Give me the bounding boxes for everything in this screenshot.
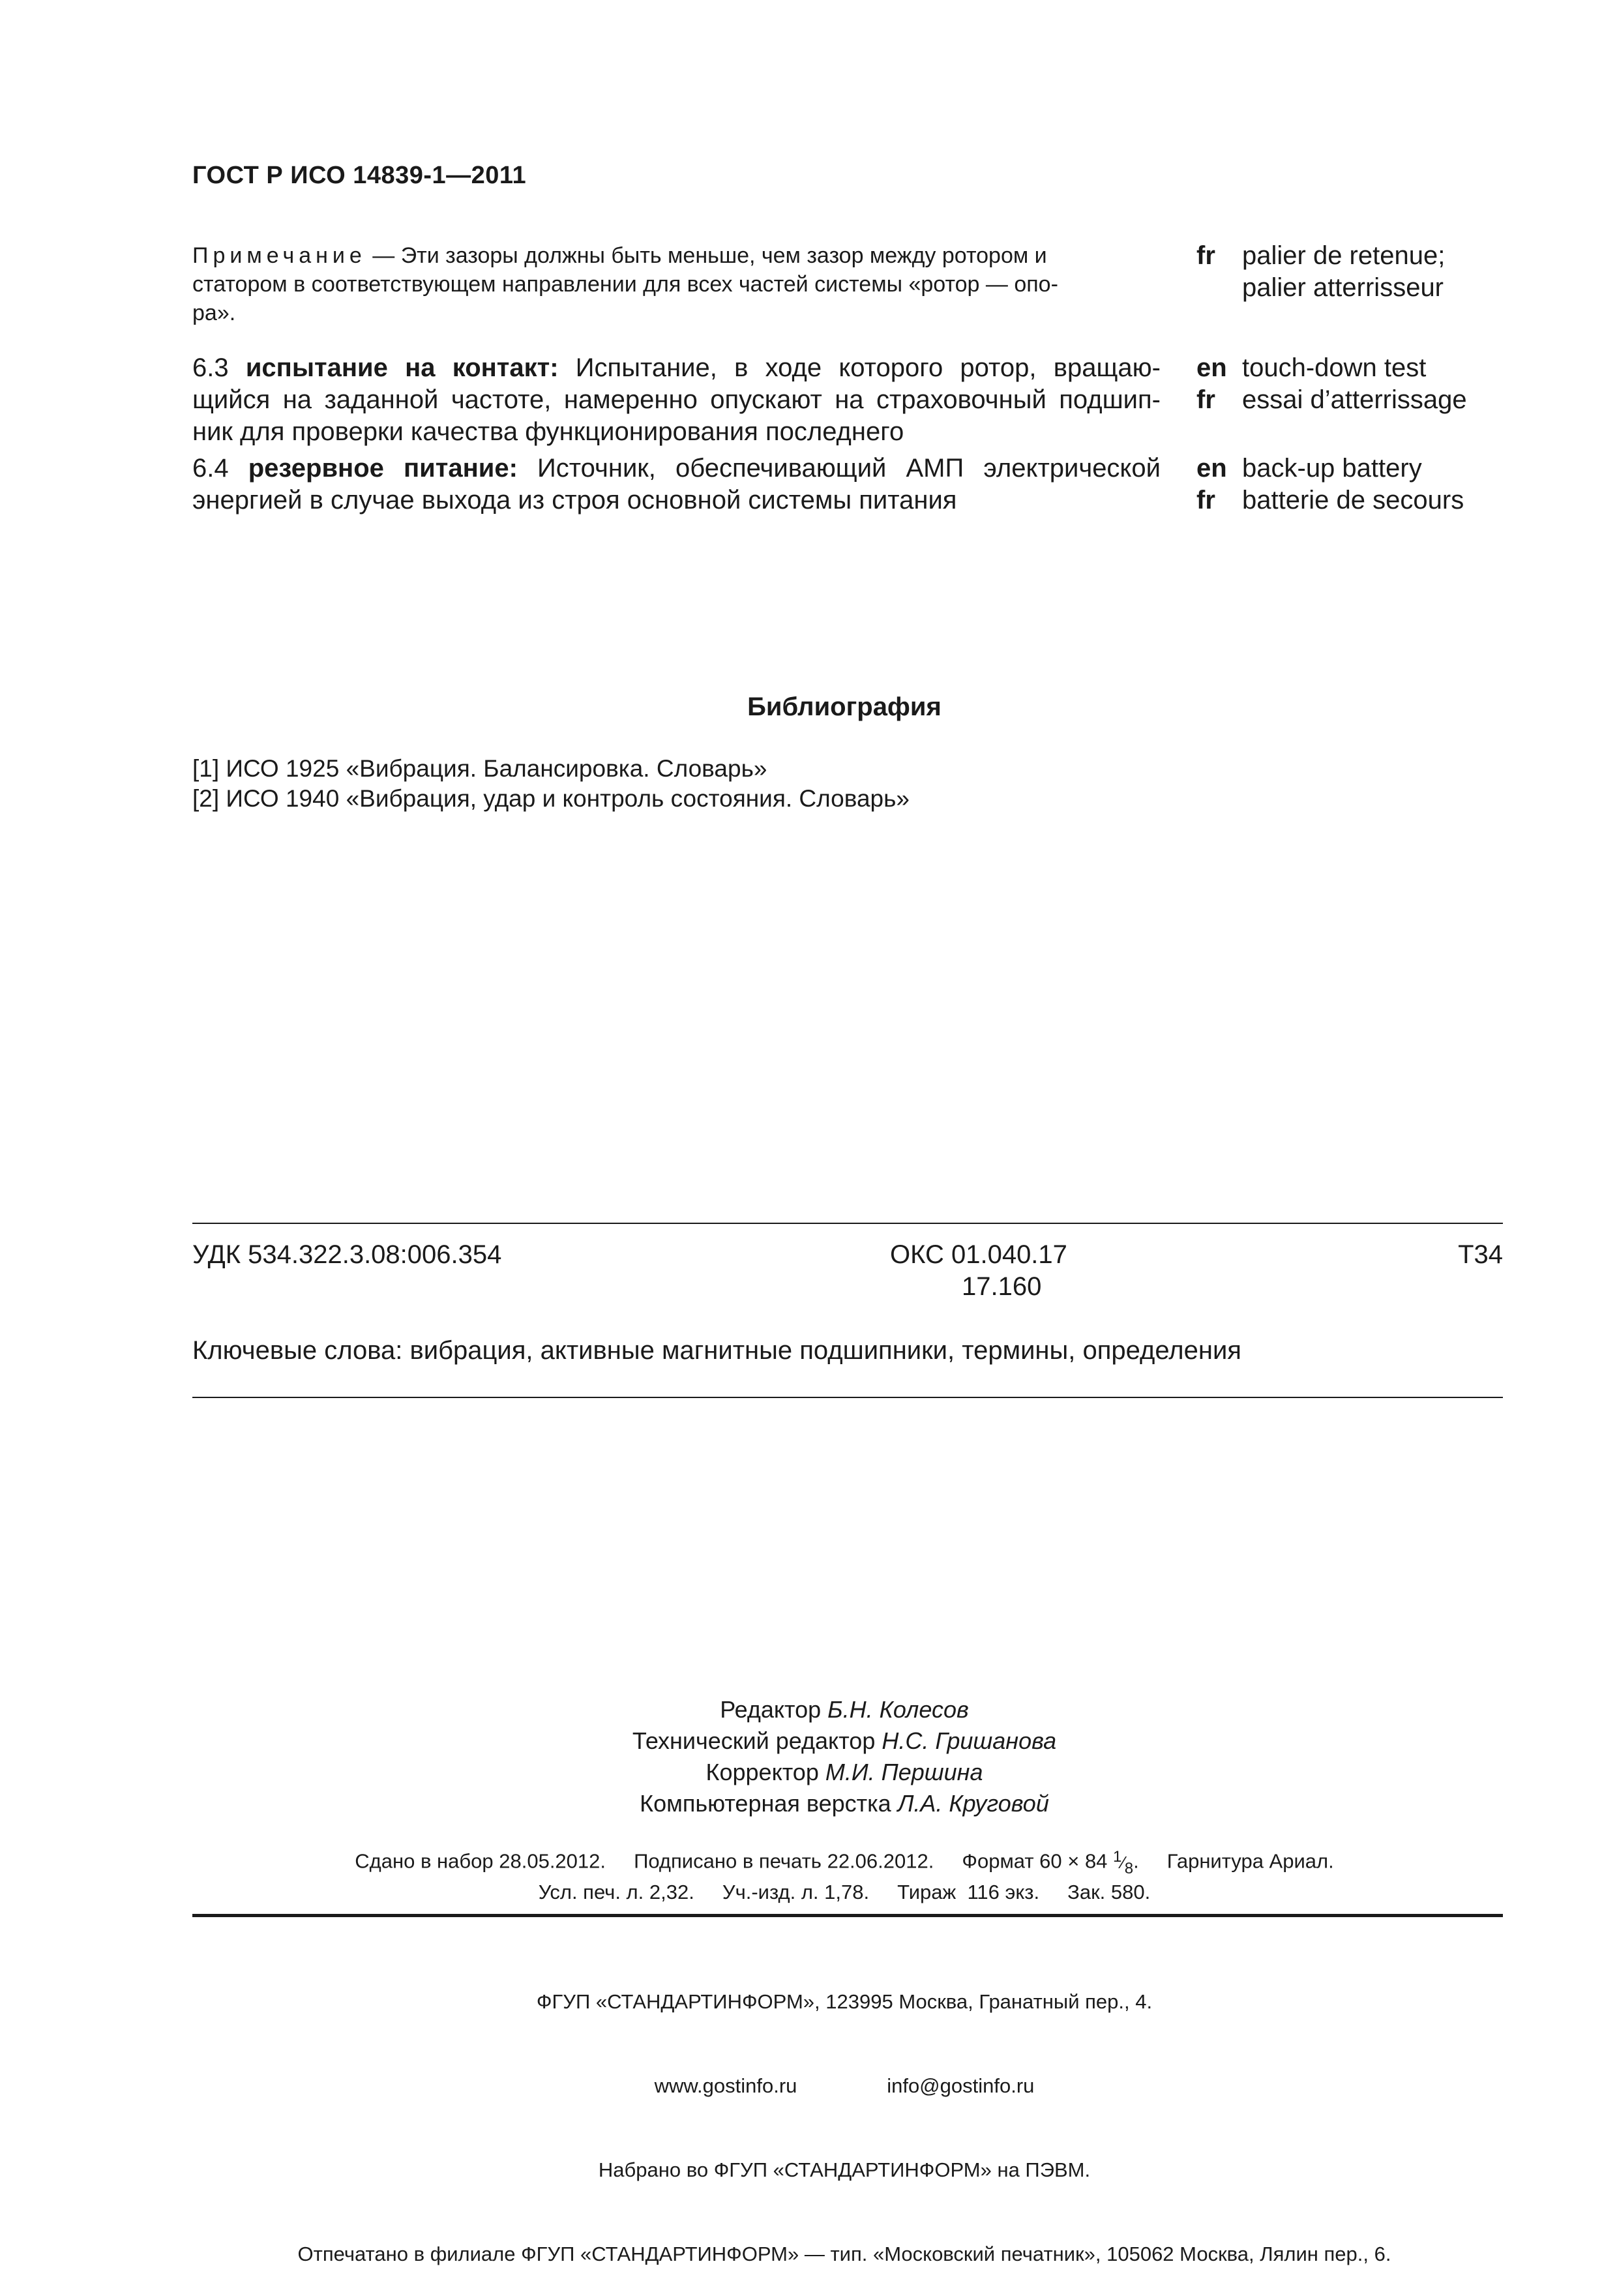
note-line-3: ра». [192,301,236,325]
credit-editor: Редактор Б.Н. Колесов [720,1696,969,1723]
term-6-4-lang-fr: fr [1196,486,1215,514]
term-6-4-equivalent-fr: batterie de secours [1242,486,1464,514]
divider-bottom [192,1397,1503,1398]
term-6-4-name: резервное питание: [248,454,518,483]
term-6-4-lang-en: en [1196,454,1227,483]
term-6-3-lang-fr: fr [1196,385,1215,414]
bibliography-title: Библиография [747,693,942,721]
term-6-3 [192,352,1161,448]
credit-layout: Компьютерная верстка Л.А. Круговой [640,1790,1049,1817]
publisher-block [0,1931,1617,2296]
term-6-3-line-1: 6.3 испытание на контакт: Испытание, в ходе которого ротор, вращаю- [192,353,1161,382]
imprint-thick-rule [192,1914,1503,1917]
imprint-line-2: Усл. печ. л. 2,32. Уч.-изд. л. 1,78. Тираж 116 экз. Зак. 580. [538,1881,1151,1903]
note-label: Примечание [192,243,366,268]
publisher-contacts: www.gostinfo.ru info@gostinfo.ru [654,2074,1035,2097]
note-equivalent-1: palier de retenue; [1242,241,1446,270]
credits-block [0,1694,1617,1819]
term-6-4-line-2: энергией в случае выхода из строя основной системы питания [192,486,957,514]
publisher-printed: Отпечатано в филиале ФГУП «СТАНДАРТИНФОРМ» — тип. «Московский печатник», 105062 Москва, Лялин пер., 6. [297,2243,1391,2265]
note-line-2: статором в соответствующем направлении для всех частей системы «ротор — опо- [192,272,1058,297]
term-6-3-line-3: ник для проверки качества функционирования последнего [192,417,904,446]
note-line-1: Примечание — Эти зазоры должны быть меньше, чем зазор между ротором и [192,243,1047,268]
term-6-4-line-1: 6.4 резервное питание: Источник, обеспечивающий АМП электрической [192,454,1161,483]
bibliography-item-1: [1] ИСО 1925 «Вибрация. Балансировка. Словарь» [192,755,767,782]
document-header: ГОСТ Р ИСО 14839-1—2011 [192,162,527,189]
format-fraction: $^1⁄_8$ [1113,1848,1134,1877]
divider-top [192,1223,1503,1224]
credit-corrector: Корректор М.И. Першина [705,1759,983,1785]
credit-technical-editor: Технический редактор Н.С. Гришанова [632,1727,1057,1754]
keywords: Ключевые слова: вибрация, активные магнитные подшипники, термины, определения [192,1336,1241,1365]
term-6-3-equivalent-en: touch-down test [1242,353,1427,382]
publisher-typeset: Набрано во ФГУП «СТАНДАРТИНФОРМ» на ПЭВМ. [598,2158,1091,2181]
note-equivalent-2: palier atterrisseur [1242,273,1444,302]
term-6-4-equivalent-en: back-up battery [1242,454,1422,483]
term-6-3-lang-en: en [1196,353,1227,382]
bibliography-item-2: [2] ИСО 1940 «Вибрация, удар и контроль состояния. Словарь» [192,785,910,812]
oks-code-2: 17.160 [962,1272,1042,1301]
note-lang-fr: fr [1196,241,1215,270]
note-block [192,241,1161,327]
imprint-line-1: Сдано в набор 28.05.2012. Подписано в печать 22.06.2012. Формат 60 × 84 $^1⁄_8$. Гарнитура Ариал. [0,1843,1617,1883]
oks-code-1: ОКС 01.040.17 [890,1240,1067,1269]
udc-code: УДК 534.322.3.08:006.354 [192,1240,502,1269]
publisher-address: ФГУП «СТАНДАРТИНФОРМ», 123995 Москва, Гранатный пер., 4. [536,1990,1153,2013]
term-6-4 [192,453,1161,516]
term-6-3-line-2: щийся на заданной частоте, намеренно опускают на страховочный подшип- [192,385,1161,414]
term-6-3-name: испытание на контакт: [245,353,559,382]
term-6-3-equivalent-fr: essai d’atterrissage [1242,385,1467,414]
group-code: Т34 [1458,1240,1503,1269]
